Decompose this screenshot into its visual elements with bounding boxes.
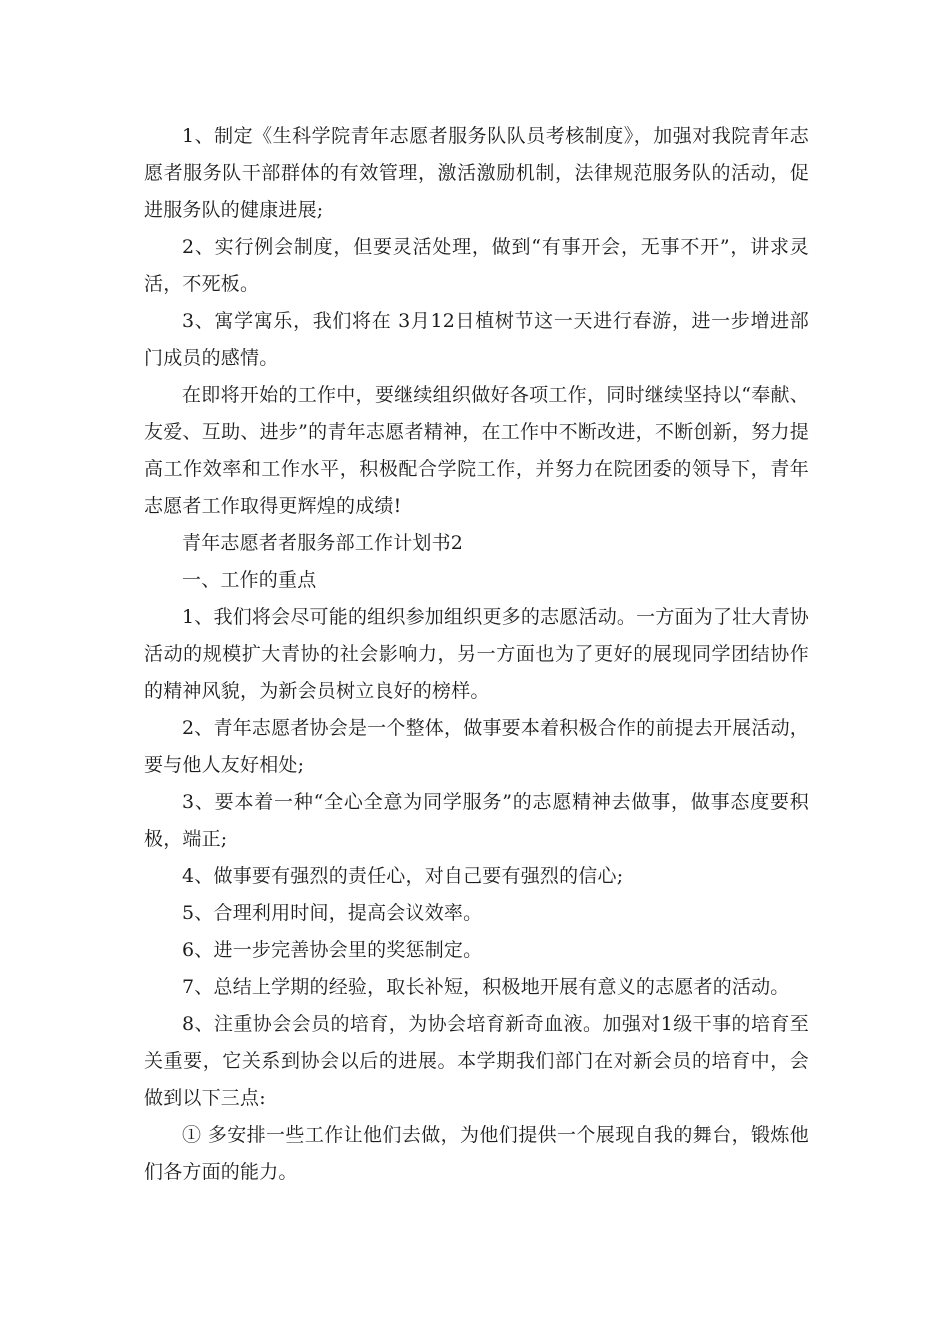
list-item-6: 6、进一步完善协会里的奖惩制定。 [182,939,483,961]
paragraph-meeting-system: 2、实行例会制度，但要灵活处理，做到“有事开会，无事不开”，讲求灵活，不死板。 [144,236,809,295]
list-item-2: 2、青年志愿者协会是一个整体，做事要本着积极合作的前提去开展活动，要与他人友好相处; [144,717,809,776]
list-item-3: 3、要本着一种“全心全意为同学服务”的志愿精神去做事，做事态度要积极，端正; [144,791,809,850]
section-title-plan-2: 青年志愿者者服务部工作计划书2 [182,532,464,554]
paragraph-spring-outing: 3、寓学寓乐，我们将在 3月12日植树节这一天进行春游，进一步增进部门成员的感情。 [144,310,809,369]
list-item-8: 8、注重协会会员的培育，为协会培育新奇血液。加强对1级干事的培育至关重要，它关系到协会以后的进展。本学期我们部门在对新会员的培育中，会做到以下三点: [144,1013,809,1109]
section-heading-focus: 一、工作的重点 [182,569,317,591]
list-item-5: 5、合理利用时间，提高会议效率。 [182,902,483,924]
list-item-7: 7、总结上学期的经验，取长补短，积极地开展有意义的志愿者的活动。 [182,976,790,998]
paragraph-assessment-system: 1、制定《生科学院青年志愿者服务队队员考核制度》，加强对我院青年志愿者服务队干部群体的有效管理，激活激励机制，法律规范服务队的活动，促进服务队的健康进展; [144,125,809,221]
list-item-1: 1、我们将会尽可能的组织参加组织更多的志愿活动。一方面为了壮大青协活动的规模扩大青协的社会影响力，另一方面也为了更好的展现同学团结协作的精神风貌，为新会员树立良好的榜样。 [144,606,809,702]
list-item-4: 4、做事要有强烈的责任心，对自己要有强烈的信心; [182,865,624,887]
document-body [144,118,809,1191]
paragraph-conclusion: 在即将开始的工作中，要继续组织做好各项工作，同时继续坚持以“奉献、友爱、互助、进步”的青年志愿者精神，在工作中不断改进，不断创新，努力提高工作效率和工作水平，积极配合学院工作，并努力在院团委的领导下，青年志愿者工作取得更辉煌的成绩! [144,384,809,517]
sub-item-1: ① 多安排一些工作让他们去做，为他们提供一个展现自我的舞台，锻炼他们各方面的能力。 [144,1124,809,1183]
